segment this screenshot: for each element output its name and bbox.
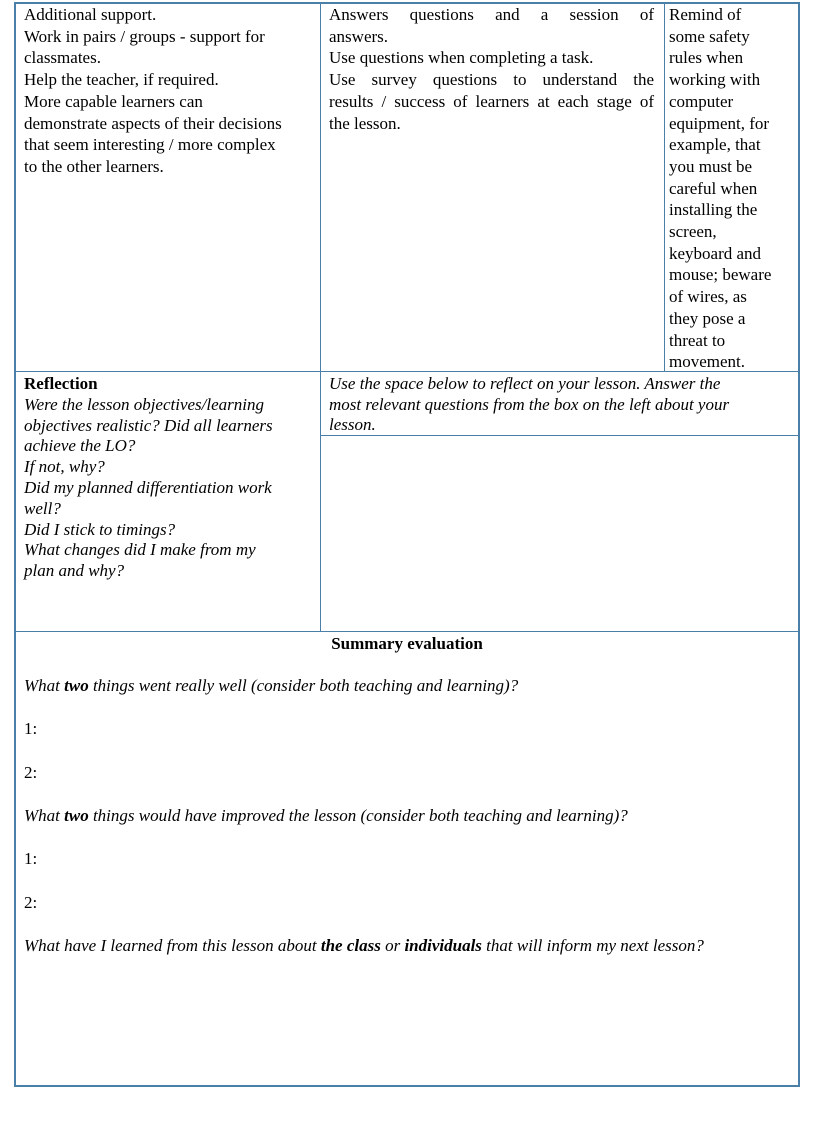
reflection-instruction-line: lesson. — [329, 415, 376, 435]
summary-question-learned — [24, 935, 796, 957]
differentiation-line: to the other learners. — [24, 156, 164, 176]
safety-line: equipment, for — [669, 113, 770, 133]
reflection-instruction-line: Use the space below to reflect on your lesson. Answer the — [329, 374, 721, 393]
safety-line: of wires, as — [669, 287, 747, 307]
differentiation-line: classmates. — [24, 48, 101, 68]
differentiation-line: that seem interesting / more complex — [24, 135, 276, 155]
learned-writing-area[interactable] — [16, 960, 798, 1084]
question-text: that will inform my next lesson? — [481, 936, 704, 955]
question-text: things went really well (consider both teaching and learning)? — [88, 676, 519, 695]
reflection-question: plan and why? — [24, 561, 125, 581]
question-text: or — [380, 936, 405, 955]
safety-line: some safety — [669, 26, 750, 46]
summary-question-improve — [24, 805, 794, 827]
row-divider-2 — [15, 631, 799, 632]
safety-line: keyboard and — [669, 243, 762, 263]
question-emphasis: the class — [320, 936, 381, 955]
question-emphasis: two — [64, 676, 89, 695]
question-emphasis: individuals — [404, 936, 482, 955]
reflection-instruction-line: most relevant questions from the box on the left about your — [329, 394, 730, 414]
reflection-question: If not, why? — [24, 457, 105, 477]
reflection-question: Did I stick to timings? — [24, 519, 176, 539]
differentiation-line: Work in pairs / groups - support for — [24, 26, 265, 46]
safety-line: screen, — [669, 222, 717, 242]
reflection-heading: Reflection — [24, 374, 98, 393]
column-divider-2 — [664, 3, 665, 372]
question-text: What — [24, 676, 65, 695]
safety-line: they pose a — [669, 308, 746, 328]
safety-line: installing the — [669, 200, 758, 220]
reflection-question: achieve the LO? — [24, 436, 136, 456]
summary-heading: Summary evaluation — [331, 634, 483, 653]
safety-line: mouse; beware — [669, 265, 772, 285]
safety-line: computer — [669, 91, 734, 111]
safety-cell — [669, 4, 797, 373]
assessment-line: Answers questions and a session of — [329, 5, 654, 24]
improve-item-1[interactable]: 1: — [24, 849, 38, 868]
assessment-cell — [329, 4, 654, 134]
differentiation-line: More capable learners can — [24, 91, 203, 111]
reflection-writing-area[interactable] — [321, 436, 799, 631]
reflection-question: objectives realistic? Did all learners — [24, 415, 273, 435]
assessment-line: the lesson. — [329, 113, 401, 133]
question-text: things would have improved the lesson (consider both teaching and learning)? — [88, 806, 628, 825]
summary-question-went-well — [24, 675, 794, 697]
safety-line: Remind of — [669, 5, 742, 24]
reflection-question: Were the lesson objectives/learning — [24, 394, 264, 414]
assessment-line: Use survey questions to understand the — [329, 70, 654, 90]
assessment-line: answers. — [329, 26, 389, 46]
reflection-question: What changes did I make from my — [24, 540, 256, 560]
question-emphasis: two — [64, 806, 89, 825]
safety-line: threat to — [669, 330, 726, 350]
safety-line: careful when — [669, 178, 758, 198]
assessment-line: Use questions when completing a task. — [329, 48, 594, 68]
question-text: What — [24, 806, 65, 825]
differentiation-line: Additional support. — [24, 5, 157, 24]
went-well-item-1[interactable]: 1: — [24, 719, 38, 738]
question-text: What have I learned from this lesson about — [24, 936, 321, 955]
assessment-line: results / success of learners at each stage of — [329, 91, 654, 111]
safety-line: working with — [669, 70, 761, 90]
safety-line: movement. — [669, 352, 746, 372]
improve-item-2[interactable]: 2: — [24, 893, 38, 912]
reflection-instruction-cell — [329, 374, 791, 436]
reflection-question: well? — [24, 498, 61, 518]
safety-line: you must be — [669, 156, 753, 176]
safety-line: example, that — [669, 135, 761, 155]
differentiation-line: demonstrate aspects of their decisions — [24, 113, 282, 133]
went-well-item-2[interactable]: 2: — [24, 763, 38, 782]
reflection-question: Did my planned differentiation work — [24, 477, 272, 497]
reflection-questions-cell — [24, 374, 316, 582]
differentiation-cell — [24, 4, 316, 178]
safety-line: rules when — [669, 48, 744, 68]
differentiation-line: Help the teacher, if required. — [24, 70, 219, 90]
